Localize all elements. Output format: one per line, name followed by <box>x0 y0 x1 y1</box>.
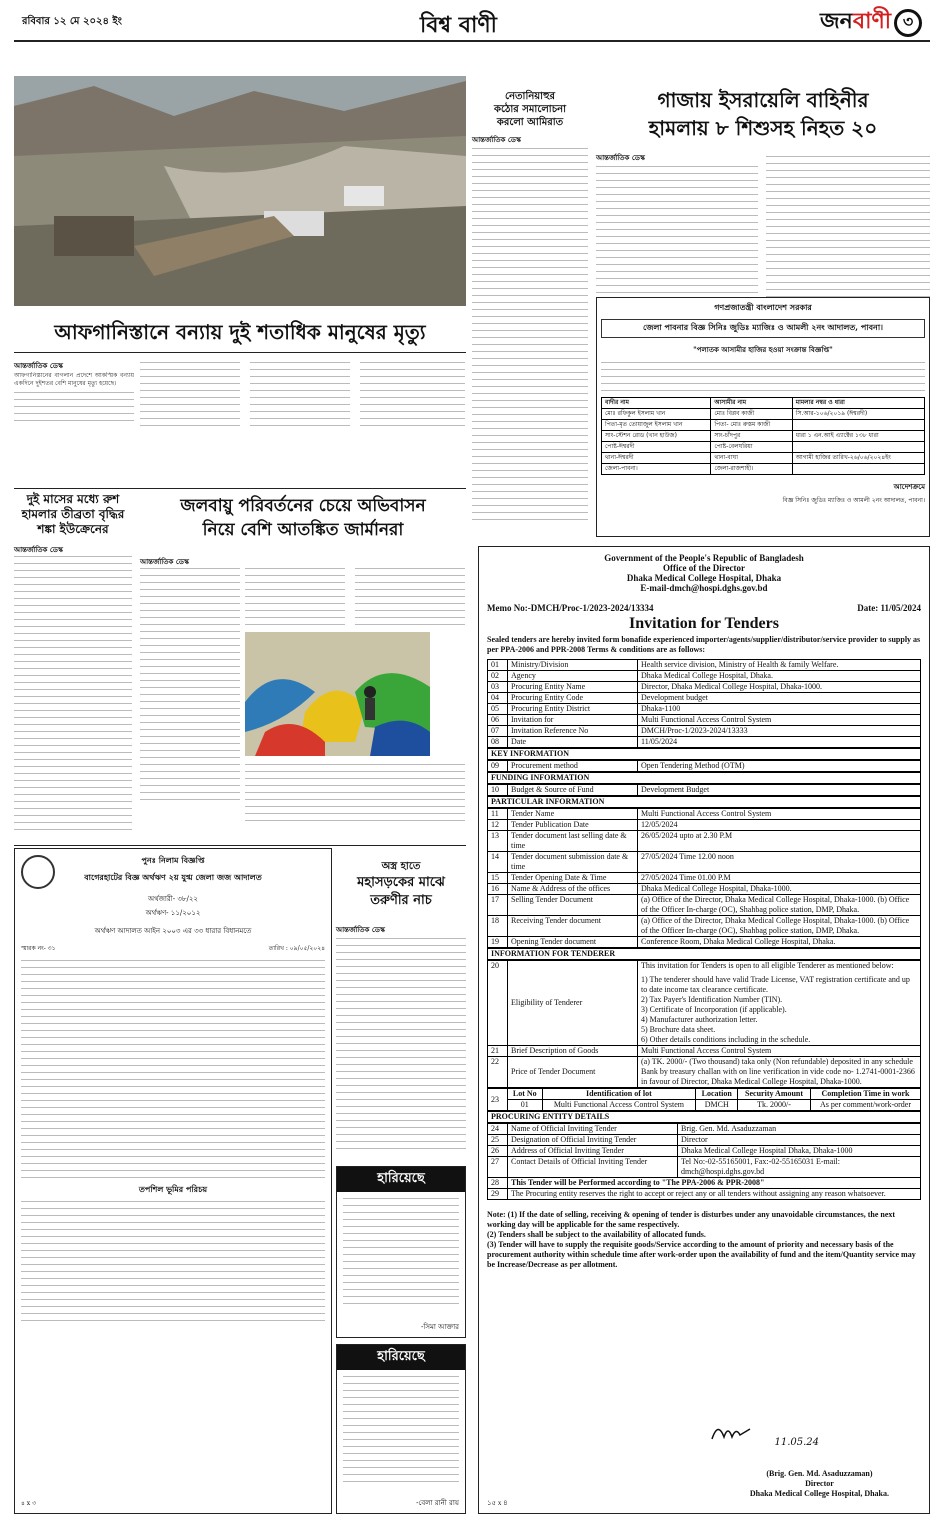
lot-head: Completion Time in work <box>810 1089 920 1100</box>
tents-illustration <box>245 632 430 756</box>
page-number-badge <box>894 9 922 37</box>
tender-cell: Tender Name <box>508 809 638 820</box>
dance-headline-line3: তরুণীর নাচ <box>370 893 432 908</box>
tender-cell: Designation of Official Inviting Tender <box>508 1135 678 1146</box>
tender-cell: Director, Dhaka Medical College Hospital, Dhaka-1000. <box>638 682 921 693</box>
tender-section-entity: PROCURING ENTITY DETAILS <box>487 1111 921 1123</box>
auction-schedule-title: তপশিল ভূমির পরিচয় <box>138 1184 208 1194</box>
lost-notice-2 <box>336 1344 466 1514</box>
tender-cell: 11/05/2024 <box>638 737 921 748</box>
tender-hospital: Dhaka Medical College Hospital, Dhaka <box>626 573 782 583</box>
germany-headline-line2: নিয়ে বেশি আতঙ্কিত জার্মানরা <box>202 520 404 540</box>
tender-cell: Budget & Source of Fund <box>508 785 638 796</box>
auction-law: অর্থঋণ আদালত আইন ২০০৩ এর ৩৩ ধারার বিধানমতে <box>94 927 252 935</box>
tender-cell: 21 <box>488 1046 508 1057</box>
tender-table-entity <box>487 1123 921 1200</box>
tender-signer <box>750 1469 889 1499</box>
pabna-cell: থানা-ঈশ্বরদী <box>602 453 711 464</box>
tender-email: E-mail-dmch@hospi.dghs.gov.bd <box>640 583 768 593</box>
tender-cell: 05 <box>488 704 508 715</box>
logo-accent: বাণী <box>852 9 892 34</box>
pabna-gov: গণপ্রজাতন্ত্রী বাংলাদেশ সরকার <box>714 302 812 312</box>
pabna-title: "পলাতক আসামীর হাজির হওয়া সংক্রান্ত বিজ্ঞপ্তি" <box>693 345 833 354</box>
afghan-lead: আফগানিস্তানের বাগলান প্রদেশে আকস্মিক বন্যায় একদিনে দুইশতর বেশি মানুষের মৃত্যু হয়েছে। <box>14 372 134 387</box>
tender-cell: Address of Official Inviting Tender <box>508 1146 678 1157</box>
netanyahu-desk: আন্তর্জাতিক ডেস্ক <box>472 135 521 144</box>
lot-cell: As per comment/work-order <box>810 1100 920 1111</box>
tender-memo: Memo No:-DMCH/Proc-1/2023-2024/13334 <box>487 603 654 613</box>
pabna-cell: থানা-বাঘা <box>711 453 792 464</box>
russia-desk: আন্তর্জাতিক ডেস্ক <box>14 545 63 554</box>
tender-eligibility-item: 3) Certificate of Incorporation (if applicable). <box>641 1005 787 1014</box>
lot-head: Lot No <box>508 1089 543 1100</box>
tender-cell: Procuring Entity Name <box>508 682 638 693</box>
court-auction-notice <box>14 848 332 1514</box>
signer-title: Director <box>805 1479 834 1488</box>
tender-cell: DMCH/Proc-1/2023-2024/13333 <box>638 726 921 737</box>
flood-illustration <box>14 76 466 306</box>
russia-headline-line1: দুই মাসের মধ্যে রুশ <box>26 492 120 506</box>
tender-cell: 12/05/2024 <box>638 820 921 831</box>
tender-cell: Tender Publication Date <box>508 820 638 831</box>
tender-cell: Health service division, Ministry of Health & family Welfare. <box>638 660 921 671</box>
tender-cell: Tel No:-02-55165001, Fax:-02-55165031 E-mail: dmch@hospi.dghs.gov.bd <box>678 1157 921 1178</box>
tender-cell: 14 <box>488 852 508 873</box>
tender-cell: 29 <box>488 1189 508 1200</box>
tender-cell: Brief Description of Goods <box>508 1046 638 1057</box>
pabna-cell: পিতা- মোঃ রুস্তম কাজী <box>711 420 792 431</box>
tender-note: (3) Tender will have to supply the requisite goods/Service according to the amount of priority and necessary basis of the procurement authority within schedule time after work-order upon the availability of fund and the item/Quantity service may be Increase/Decrease as per allotment. <box>487 1240 916 1269</box>
lot-head: Location <box>696 1089 738 1100</box>
tender-table-eligibility <box>487 960 921 1088</box>
tender-cell: Tender document submission date & time <box>508 852 638 873</box>
lot-head: Security Amount <box>738 1089 811 1100</box>
tender-cell: 11 <box>488 809 508 820</box>
tender-cell: Price of Tender Document <box>508 1057 638 1088</box>
dance-headline-line2: মহাসড়কের মাঝে <box>357 875 445 890</box>
tender-cell: 20 <box>488 961 508 1046</box>
tender-cell: The Procuring entity reserves the right to accept or reject any or all tenders without assigning any reason whatsoever. <box>508 1189 921 1200</box>
tender-eligibility-label: Eligibility of Tenderer <box>508 961 638 1046</box>
tender-table-lot <box>487 1088 921 1111</box>
tender-cell: 12 <box>488 820 508 831</box>
tender-cell: 24 <box>488 1124 508 1135</box>
tender-table-general <box>487 659 921 748</box>
tender-cell: 18 <box>488 916 508 937</box>
auction-date: তারিখ : ০৯/০৫/২০২৪ <box>268 945 325 952</box>
tender-cell: 26 <box>488 1146 508 1157</box>
tender-office: Office of the Director <box>662 563 746 573</box>
pabna-cell: মোঃ রফিকুল ইসলাম খান <box>602 409 711 420</box>
tender-cell: Dhaka Medical College Hospital, Dhaka-1000. <box>638 884 921 895</box>
tender-eligibility-item: 5) Brochure data sheet. <box>641 1025 716 1034</box>
auction-memo: স্মারক নং- ৩১ <box>21 945 56 952</box>
pabna-court: জেলা পাবনার বিজ্ঞ সিনিঃ জুডিঃ ম্যাজিঃ ও আমলী ২নং আদালত, পাবনা। <box>601 319 925 338</box>
tender-cell: Agency <box>508 671 638 682</box>
tender-cell: (a) Office of the Director, Dhaka Medical College Hospital, Dhaka-1000. (b) Office of the Officer In-charge (OC), Shahbag police station, DMP, Dhaka. <box>638 895 921 916</box>
tender-cell: Selling Tender Document <box>508 895 638 916</box>
tender-cell: Multi Functional Access Control System <box>638 715 921 726</box>
russia-headline <box>14 492 132 537</box>
pabna-cell: পিতা-মৃত তোয়াজুল ইসলাম খান <box>602 420 711 431</box>
pabna-table <box>601 397 925 475</box>
tender-cell: 26/05/2024 upto at 2.30 P.M <box>638 831 921 852</box>
pabna-order: আদেশক্রমে <box>893 482 925 491</box>
netanyahu-headline-line2: কঠোর সমালোচনা <box>494 104 566 115</box>
auction-case-2: অর্থঋণ- ১১/২০১২ <box>145 909 201 917</box>
tender-gov: Government of the People's Republic of Bangladesh <box>604 553 804 563</box>
auction-size: ৪ x ৩ <box>21 1500 36 1507</box>
tents-photo <box>245 632 430 756</box>
lost-title-2: হারিয়েছে <box>337 1345 465 1370</box>
pabna-cell <box>792 420 924 431</box>
tender-cell: 17 <box>488 895 508 916</box>
tender-cell: 22 <box>488 1057 508 1088</box>
tender-cell: Procurement method <box>508 761 638 772</box>
lot-cell: DMCH <box>696 1100 738 1111</box>
tender-eligibility-intro: This invitation for Tenders is open to all eligible Tenderer as mentioned below: <box>641 961 894 970</box>
tender-cell: Procuring Entity Code <box>508 693 638 704</box>
tender-cell: 04 <box>488 693 508 704</box>
auction-title-1: পুনঃ নিলাম বিজ্ঞপ্তি <box>141 855 205 865</box>
tender-cell: 03 <box>488 682 508 693</box>
tender-section-tenderer: INFORMATION FOR TENDERER <box>487 948 921 960</box>
tender-cell: 27 <box>488 1157 508 1178</box>
tender-notes <box>487 1210 921 1270</box>
gaza-desk: আন্তর্জাতিক ডেস্ক <box>596 153 645 162</box>
signature-scribble-icon <box>710 1419 770 1445</box>
tender-cell: Multi Functional Access Control System <box>638 809 921 820</box>
pabna-col-plaintiff: বাদীর নাম <box>602 398 711 409</box>
tender-eligibility-item: 2) Tax Payer's Identification Number (TIN). <box>641 995 783 1004</box>
tender-cell: 19 <box>488 937 508 948</box>
netanyahu-headline <box>472 90 588 129</box>
dance-headline <box>336 860 466 910</box>
header-date: রবিবার ১২ মে ২০২৪ ইং <box>22 16 122 27</box>
tender-cell: 13 <box>488 831 508 852</box>
tender-cell: Tender Opening Date & Time <box>508 873 638 884</box>
tender-cell: 15 <box>488 873 508 884</box>
pabna-cell: আগামী হাজির তারিখ-২৬/০৬/২০২৪ইং <box>792 453 924 464</box>
pabna-cell <box>792 442 924 453</box>
tender-note: (2) Tenders shall be subject to the availability of allocated funds. <box>487 1230 706 1239</box>
tender-cell: Procuring Entity District <box>508 704 638 715</box>
tender-cell: Development budget <box>638 693 921 704</box>
tender-title: Invitation for Tenders <box>629 615 779 632</box>
germany-desk: আন্তর্জাতিক ডেস্ক <box>140 557 189 566</box>
dance-headline-line1: অস্ত্র হাতে <box>381 861 421 872</box>
tender-intro: Sealed tenders are hereby invited form bonafide experienced importer/agents/supplier/distributor/service provider to supply as per PPA-2006 and PPR-2008 Terms & conditions are as follows: <box>487 635 921 654</box>
tender-cell: Invitation for <box>508 715 638 726</box>
lost-sign-1: -সিমা আক্তার <box>421 1323 459 1331</box>
tender-notice <box>478 546 930 1514</box>
pabna-cell: ধারা ১ এন.আই এ্যাক্টের ১৩৮ ধারা <box>792 431 924 442</box>
pabna-signer: বিজ্ঞ সিনিঃ জুডিঃ ম্যাজিঃ ও আমলী ২নং আদালত, পাবনা। <box>782 497 925 504</box>
tender-cell: Receiving Tender document <box>508 916 638 937</box>
pabna-cell <box>792 464 924 475</box>
tender-cell: Name of Official Inviting Tender <box>508 1124 678 1135</box>
pabna-cell: জেলা-রাজশাহী। <box>711 464 792 475</box>
signature-date: 11.05.24 <box>774 1437 819 1448</box>
tender-eligibility-item: 1) The tenderer should have valid Trade License, VAT registration certificate and up to date income tax clearance certificate. <box>641 975 910 994</box>
tender-cell: 01 <box>488 660 508 671</box>
tender-cell: Date <box>508 737 638 748</box>
tender-cell: Dhaka Medical College Hospital, Dhaka. <box>638 671 921 682</box>
signer-org: Dhaka Medical College Hospital, Dhaka. <box>749 1489 889 1498</box>
tender-cell: 07 <box>488 726 508 737</box>
russia-headline-line3: শঙ্কা ইউক্রেনের <box>37 522 109 536</box>
netanyahu-headline-line1: নেতানিয়াহুর <box>505 91 555 102</box>
tender-cell: Director <box>678 1135 921 1146</box>
russia-headline-line2: হামলার তীব্রতা বৃদ্ধির <box>21 507 125 521</box>
tender-cell: 10 <box>488 785 508 796</box>
tender-cell: 27/05/2024 Time 01.00 P.M <box>638 873 921 884</box>
afghan-headline: আফগানিস্তানে বন্যায় দুই শতাধিক মানুষের মৃত্যু <box>54 320 426 344</box>
tender-cell: Tender document last selling date & time <box>508 831 638 852</box>
signature <box>710 1419 819 1449</box>
lot-cell: 01 <box>508 1100 543 1111</box>
gaza-headline-line2: হামলায় ৮ শিশুসহ নিহত ২০ <box>648 116 878 140</box>
auction-title-2: বাগেরহাটের বিজ্ঞ অর্থঋণ ২য় যুগ্ম জেলা জজ আদালত <box>84 872 262 882</box>
pabna-cell: পোষ্ট-বেলঘরিয়া <box>711 442 792 453</box>
gaza-headline-line1: গাজায় ইসরায়েলি বাহিনীর <box>657 88 869 112</box>
tender-cell: Open Tendering Method (OTM) <box>638 761 921 772</box>
tender-note: Note: (1) If the date of selling, receiving & opening of tender is disturbes under any unavoidable circumstances, the next working day will be applicable for the same respectively. <box>487 1210 896 1229</box>
tender-section-key: KEY INFORMATION <box>487 748 921 760</box>
tender-cell: 08 <box>488 737 508 748</box>
page-number: ৩ <box>902 12 914 31</box>
germany-headline <box>140 494 466 542</box>
tender-cell: (a) TK. 2000/- (Two thousand) taka only (Non refundable) deposited in any schedule Bank by treasury challan with on line verification in vide code no- 1.2741-0001-2366 in favour of Director, Dhaka Medical College Hospital, Dhaka-1000. <box>638 1057 921 1088</box>
netanyahu-headline-line3: করলো আমিরাত <box>496 117 564 128</box>
tender-cell: Name & Address of the offices <box>508 884 638 895</box>
tender-eligibility-list <box>638 961 921 1046</box>
masthead-logo <box>820 4 922 41</box>
court-seal-icon <box>21 855 55 889</box>
tender-cell: This Tender will be Performed according to "The PPA-2006 & PPR-2008" <box>508 1178 921 1189</box>
tender-cell: Conference Room, Dhaka Medical College Hospital, Dhaka. <box>638 937 921 948</box>
tender-cell: 25 <box>488 1135 508 1146</box>
tender-eligibility-item: 6) Other details conditions including in the schedule. <box>641 1035 811 1044</box>
tender-table-key <box>487 760 921 772</box>
pabna-notice <box>596 297 930 537</box>
tender-cell: 09 <box>488 761 508 772</box>
tender-date: Date: 11/05/2024 <box>857 603 921 613</box>
tender-cell: 02 <box>488 671 508 682</box>
lot-cell: Tk. 2000/- <box>738 1100 811 1111</box>
lost-title-1: হারিয়েছে <box>337 1167 465 1192</box>
tender-cell: Dhaka-1100 <box>638 704 921 715</box>
auction-case-1: অর্থজারী- ৩৮/২২ <box>148 895 198 903</box>
tender-cell: Contact Details of Official Inviting Tender <box>508 1157 678 1178</box>
lot-cell: Multi Functional Access Control System <box>542 1100 696 1111</box>
pabna-col-case: মামলার নম্বর ও ধারা <box>792 398 924 409</box>
pabna-col-accused: আসামীর নাম <box>711 398 792 409</box>
tender-cell: Opening Tender document <box>508 937 638 948</box>
tender-table-particular <box>487 808 921 948</box>
section-title: বিশ্ব বাণী <box>420 13 497 38</box>
tender-cell: 16 <box>488 884 508 895</box>
tender-cell: Multi Functional Access Control System <box>638 1046 921 1057</box>
tender-cell: 28 <box>488 1178 508 1189</box>
tender-cell: Invitation Reference No <box>508 726 638 737</box>
tender-cell: Development Budget <box>638 785 921 796</box>
signer-name: (Brig. Gen. Md. Asaduzzaman) <box>766 1469 873 1478</box>
tender-cell: Brig. Gen. Md. Asaduzzaman <box>678 1124 921 1135</box>
tender-cell: 23 <box>488 1089 508 1111</box>
tender-section-fund: FUNDING INFORMATION <box>487 772 921 784</box>
pabna-cell: মোঃ বিপ্লব কাজী <box>711 409 792 420</box>
pabna-cell: সি.আর-১০৬/২০১৯ (ঈশ্বরদী) <box>792 409 924 420</box>
flood-photo <box>14 76 466 306</box>
dance-desk: আন্তর্জাতিক ডেস্ক <box>336 925 385 934</box>
lost-notice-1 <box>336 1166 466 1338</box>
pabna-cell: সাং-স্টেশন রোড (খান হাউজ) <box>602 431 711 442</box>
lot-head: Identification of lot <box>542 1089 696 1100</box>
germany-headline-line1: জলবায়ু পরিবর্তনের চেয়ে অভিবাসন <box>180 496 426 516</box>
tender-eligibility-item: 4) Manufacturer authorization letter. <box>641 1015 758 1024</box>
pabna-cell: জেলা-পাবনা। <box>602 464 711 475</box>
logo-text: জন <box>820 9 853 34</box>
tender-table-fund <box>487 784 921 796</box>
afghan-desk: আন্তর্জাতিক ডেস্ক <box>14 361 63 370</box>
pabna-cell: সাং-চাঁদপুর <box>711 431 792 442</box>
tender-cell: 27/05/2024 Time 12.00 noon <box>638 852 921 873</box>
lost-sign-2: -বেলা রানী রায় <box>416 1499 459 1507</box>
tender-size: ১৫ x ৪ <box>487 1499 508 1507</box>
tender-cell: (a) Office of the Director, Dhaka Medical College Hospital, Dhaka-1000. (b) Office of the Officer In-charge (OC), Shahbag police station, DMP, Dhaka. <box>638 916 921 937</box>
tender-cell: 06 <box>488 715 508 726</box>
tender-cell: Dhaka Medical College Hospital Dhaka, Dhaka-1000 <box>678 1146 921 1157</box>
gaza-headline <box>596 86 930 142</box>
tender-section-particular: PARTICULAR INFORMATION <box>487 796 921 808</box>
tender-cell: Ministry/Division <box>508 660 638 671</box>
pabna-cell: পোষ্ট-ঈশ্বরদী <box>602 442 711 453</box>
